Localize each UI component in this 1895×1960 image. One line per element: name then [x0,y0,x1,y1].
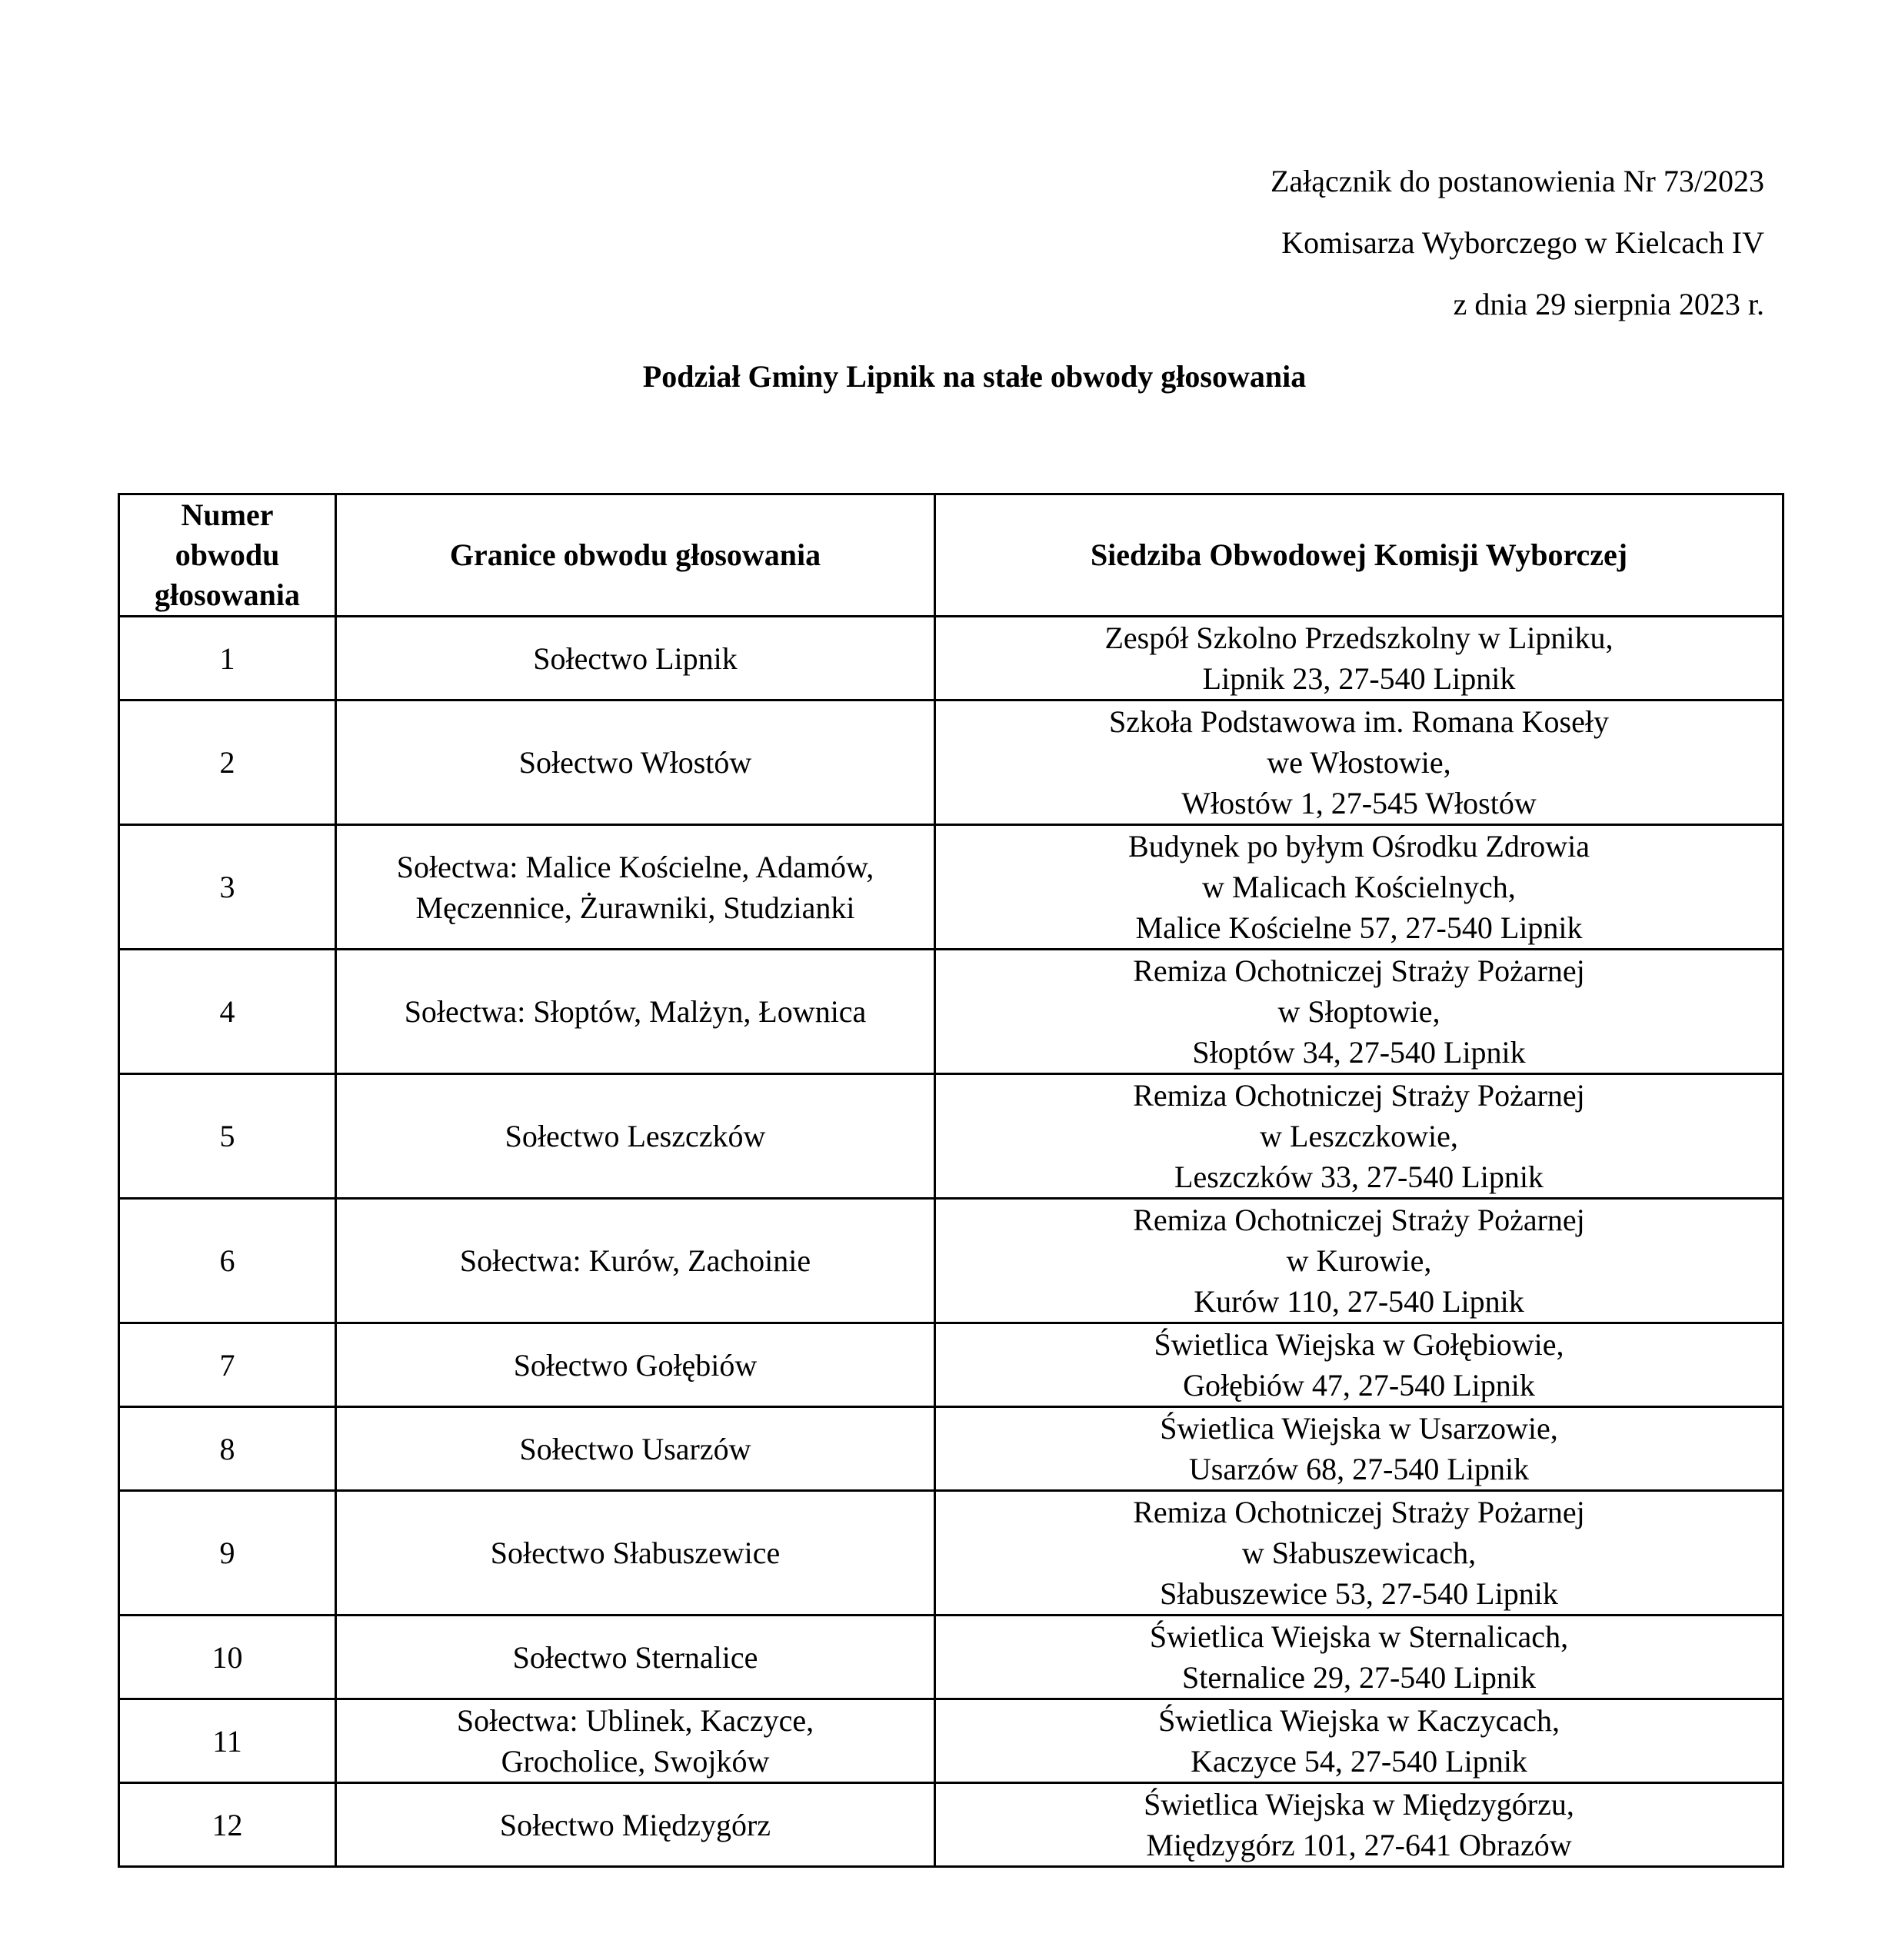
seat-line: Usarzów 68, 27-540 Lipnik [1188,1452,1530,1486]
seat-line: Lipnik 23, 27-540 Lipnik [1202,661,1516,696]
district-number-cell: 8 [119,1407,336,1491]
header-commission-seat: Siedziba Obwodowej Komisji Wyborczej [935,494,1783,617]
commission-seat-cell [935,825,1783,950]
table-header-row [119,494,1783,617]
commission-seat-cell [935,1699,1783,1783]
district-number-cell: 7 [119,1323,336,1407]
seat-line: Świetlica Wiejska w Sternalicach, [1149,1619,1569,1654]
commission-seat-cell [935,1407,1783,1491]
district-boundaries-cell [336,1323,935,1407]
commission-seat-cell [935,1491,1783,1616]
district-boundaries-cell [336,617,935,700]
table-body [119,617,1783,1867]
header-number-line: Numer [181,497,274,532]
seat-line: Kaczyce 54, 27-540 Lipnik [1191,1744,1527,1779]
district-boundaries-cell [336,1074,935,1199]
table-row [119,1699,1783,1783]
table-row [119,950,1783,1074]
boundaries-line: Sołectwo Słabuszewice [490,1536,781,1570]
seat-line: Słoptów 34, 27-540 Lipnik [1192,1035,1526,1070]
boundaries-line: Sołectwa: Malice Kościelne, Adamów, [396,849,874,884]
boundaries-line: Sołectwo Usarzów [519,1431,751,1466]
seat-line: w Kurowie, [1286,1243,1432,1278]
commission-seat-cell [935,1199,1783,1323]
boundaries-line: Sołectwo Międzygórz [499,1807,771,1842]
district-number-cell: 2 [119,700,336,825]
seat-line: Szkoła Podstawowa im. Romana Koseły [1109,704,1609,739]
district-number-cell: 11 [119,1699,336,1783]
boundaries-line: Sołectwa: Słoptów, Malżyn, Łownica [404,994,867,1029]
seat-line: Remiza Ochotniczej Straży Pożarnej [1133,1203,1585,1237]
header-district-boundaries: Granice obwodu głosowania [336,494,935,617]
boundaries-line: Sołectwa: Ublinek, Kaczyce, [456,1703,814,1738]
district-boundaries-cell [336,1491,935,1616]
header-number-line: obwodu [175,537,280,572]
attachment-header [1271,151,1764,335]
district-number-cell: 5 [119,1074,336,1199]
attachment-line-commissioner: Komisarza Wyborczego w Kielcach IV [1281,225,1764,260]
seat-line: Remiza Ochotniczej Straży Pożarnej [1133,953,1585,988]
boundaries-line: Sołectwo Sternalice [512,1639,758,1675]
seat-line: Kurów 110, 27-540 Lipnik [1194,1284,1524,1319]
table-row [119,1074,1783,1199]
district-boundaries-cell [336,1699,935,1783]
boundaries-line: Sołectwa: Kurów, Zachoinie [459,1243,811,1278]
district-boundaries-cell [336,1616,935,1699]
seat-line: Remiza Ochotniczej Straży Pożarnej [1133,1078,1585,1113]
seat-line: Leszczków 33, 27-540 Lipnik [1174,1160,1544,1194]
table-row [119,1407,1783,1491]
commission-seat-cell [935,1783,1783,1867]
header-number-line: głosowania [155,577,300,612]
seat-line: Sternalice 29, 27-540 Lipnik [1182,1660,1536,1695]
district-boundaries-cell [336,1407,935,1491]
table-row [119,1323,1783,1407]
attachment-line-date: z dnia 29 sierpnia 2023 r. [1453,287,1764,321]
district-boundaries-cell [336,1783,935,1867]
district-number-cell: 4 [119,950,336,1074]
seat-line: Świetlica Wiejska w Usarzowie, [1160,1411,1558,1446]
seat-line: Zespół Szkolno Przedszkolny w Lipniku, [1104,621,1614,655]
seat-line: Słabuszewice 53, 27-540 Lipnik [1160,1576,1558,1611]
commission-seat-cell [935,617,1783,700]
table-row [119,1491,1783,1616]
district-number-cell: 1 [119,617,336,700]
seat-line: w Słabuszewicach, [1241,1536,1477,1570]
header-district-number [119,494,336,617]
attachment-line-resolution: Załącznik do postanowienia Nr 73/2023 [1270,164,1764,198]
district-number-cell: 6 [119,1199,336,1323]
commission-seat-cell [935,950,1783,1074]
table-row [119,1616,1783,1699]
table-row [119,617,1783,700]
table-row [119,1783,1783,1867]
boundaries-line: Sołectwo Leszczków [505,1119,766,1153]
seat-line: w Leszczkowie, [1260,1119,1458,1153]
table-row [119,1199,1783,1323]
seat-line: Świetlica Wiejska w Międzygórzu, [1144,1787,1574,1822]
district-boundaries-cell [336,1199,935,1323]
commission-seat-cell [935,1074,1783,1199]
table-row [119,700,1783,825]
seat-line: Malice Kościelne 57, 27-540 Lipnik [1135,910,1583,945]
seat-line: Międzygórz 101, 27-641 Obrazów [1146,1828,1572,1862]
seat-line: we Włostowie, [1267,745,1451,780]
seat-line: w Malicach Kościelnych, [1202,870,1516,904]
seat-line: Budynek po byłym Ośrodku Zdrowia [1128,829,1590,864]
seat-line: Włostów 1, 27-545 Włostów [1181,786,1537,820]
commission-seat-cell [935,1323,1783,1407]
district-number-cell: 10 [119,1616,336,1699]
district-number-cell: 12 [119,1783,336,1867]
seat-line: Remiza Ochotniczej Straży Pożarnej [1133,1495,1585,1529]
commission-seat-cell [935,700,1783,825]
district-number-cell: 9 [119,1491,336,1616]
district-boundaries-cell [336,950,935,1074]
boundaries-line: Męczennice, Żurawniki, Studzianki [415,890,855,925]
table-row [119,825,1783,950]
boundaries-line: Sołectwo Gołębiów [513,1347,758,1383]
commission-seat-cell [935,1616,1783,1699]
seat-line: Gołębiów 47, 27-540 Lipnik [1183,1368,1535,1403]
seat-line: Świetlica Wiejska w Gołębiowie, [1154,1327,1564,1362]
seat-line: Świetlica Wiejska w Kaczycach, [1158,1703,1560,1738]
district-boundaries-cell [336,700,935,825]
voting-districts-table [118,493,1784,1868]
seat-line: w Słoptowie, [1277,994,1440,1029]
boundaries-line: Sołectwo Włostów [518,745,752,780]
document-title: Podział Gminy Lipnik na stałe obwody głosowania [642,359,1307,394]
district-number-cell: 3 [119,825,336,950]
boundaries-line: Sołectwo Lipnik [533,641,738,676]
boundaries-line: Grocholice, Swojków [501,1744,770,1779]
district-boundaries-cell [336,825,935,950]
